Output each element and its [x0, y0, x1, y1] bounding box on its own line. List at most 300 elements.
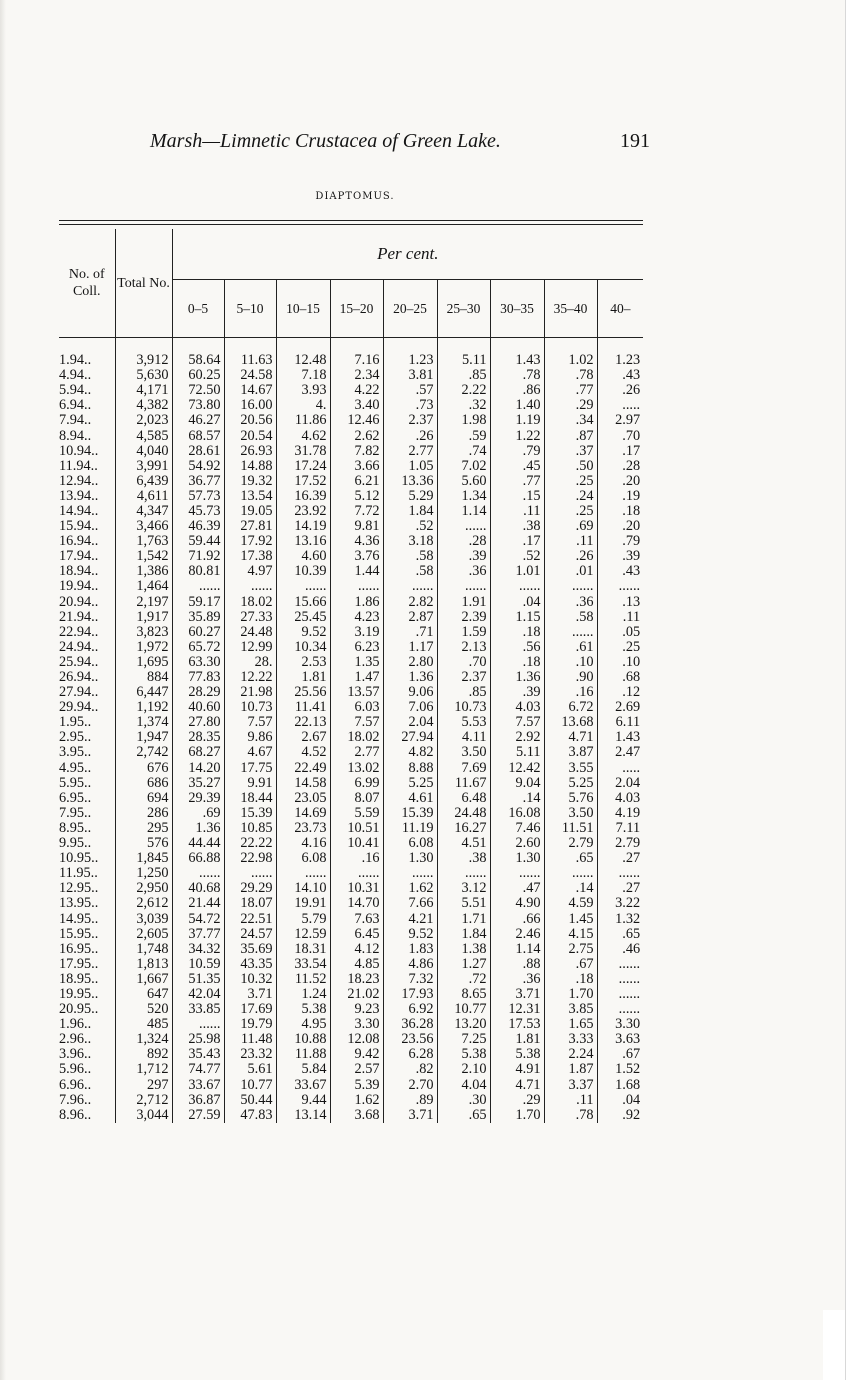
table-row	[59, 504, 643, 519]
percent-cell: 19.05	[224, 504, 276, 519]
percent-cell: 4.85	[330, 957, 383, 972]
total-count-cell: 5,630	[115, 368, 172, 383]
no-of-coll-header: No. of Coll.	[59, 229, 115, 338]
percent-cell: 18.44	[224, 791, 276, 806]
percent-cell: 1.24	[276, 987, 330, 1002]
percent-cell: .04	[622, 1092, 641, 1108]
percent-cell: 3.66	[330, 459, 383, 474]
percent-cell: .14	[490, 791, 544, 806]
percent-cell: .65	[437, 1108, 490, 1123]
percent-cell: 2.13	[437, 640, 490, 655]
percent-cell: 7.32	[383, 972, 437, 987]
percent-cell: 1.30	[490, 851, 544, 866]
percent-cell: 3.76	[330, 549, 383, 564]
table-row	[59, 685, 643, 700]
percent-cell: 1.91	[437, 595, 490, 610]
percent-cell: 11.19	[383, 821, 437, 836]
page-corner-tear	[823, 1310, 845, 1380]
collection-date-cell: 7.94..	[59, 413, 115, 428]
percent-cell: 6.45	[330, 927, 383, 942]
percent-cell: 1.43	[615, 730, 641, 746]
percent-cell: .37	[544, 444, 597, 459]
percent-cell: 10.73	[224, 700, 276, 715]
percent-cell: .58	[544, 610, 597, 625]
percent-cell: 1.45	[544, 911, 597, 926]
percent-cell: .16	[330, 851, 383, 866]
table-row	[59, 353, 643, 368]
range-header: 0–5	[172, 280, 224, 338]
percent-cell: 33.67	[172, 1078, 224, 1093]
percent-cell: 9.44	[276, 1093, 330, 1108]
table-row	[59, 413, 643, 428]
percent-cell: ......	[618, 866, 641, 882]
percent-cell: ......	[330, 579, 383, 594]
total-count-cell: 286	[115, 806, 172, 821]
collection-date-cell: 1.94..	[59, 353, 115, 368]
table-row	[59, 625, 643, 640]
percent-cell: 57.73	[172, 489, 224, 504]
percent-cell: ......	[330, 866, 383, 881]
percent-cell: 7.06	[383, 700, 437, 715]
percent-cell: 9.81	[330, 519, 383, 534]
percent-cell: 1.01	[490, 564, 544, 579]
percent-cell: 9.52	[383, 927, 437, 942]
percent-cell: .29	[544, 398, 597, 413]
table-row	[59, 791, 643, 806]
percent-cell: 10.34	[276, 640, 330, 655]
percent-cell: .36	[490, 972, 544, 987]
percent-cell: .....	[622, 398, 641, 414]
collection-date-cell: 17.94..	[59, 549, 115, 564]
percent-cell: ......	[437, 519, 490, 534]
percent-cell: 9.86	[224, 730, 276, 745]
percent-cell: 2.62	[330, 428, 383, 443]
percent-cell: ......	[544, 866, 597, 881]
total-count-cell: 2,742	[115, 745, 172, 760]
percent-cell: .14	[544, 881, 597, 896]
total-count-cell: 2,612	[115, 896, 172, 911]
percent-cell: 1.81	[276, 670, 330, 685]
total-count-cell: 892	[115, 1047, 172, 1062]
percent-cell: 15.39	[224, 806, 276, 821]
collection-date-cell: 19.95..	[59, 987, 115, 1002]
percent-cell: 11.67	[437, 776, 490, 791]
percent-cell: 36.28	[383, 1017, 437, 1032]
collection-date-cell: 20.94..	[59, 595, 115, 610]
percent-cell: .65	[622, 926, 641, 942]
collection-date-cell: 24.94..	[59, 640, 115, 655]
table-row	[59, 730, 643, 745]
percent-cell: .18	[490, 655, 544, 670]
percent-cell: 2.60	[490, 836, 544, 851]
table-row	[59, 459, 643, 474]
percent-cell: 4.97	[224, 564, 276, 579]
table-row	[59, 444, 643, 459]
percent-cell: .47	[490, 881, 544, 896]
percent-cell: 36.87	[172, 1093, 224, 1108]
percent-cell: 1.23	[383, 353, 437, 368]
range-header: 10–15	[276, 280, 330, 338]
percent-cell: 4.22	[330, 383, 383, 398]
percent-cell: 21.02	[330, 987, 383, 1002]
percent-cell: 6.23	[330, 640, 383, 655]
percent-cell: .45	[490, 459, 544, 474]
percent-cell: 13.36	[383, 474, 437, 489]
percent-cell: .38	[437, 851, 490, 866]
table-row	[59, 549, 643, 564]
total-count-cell: 686	[115, 776, 172, 791]
percent-cell: 9.06	[383, 685, 437, 700]
percent-cell: 1.52	[615, 1062, 641, 1078]
percent-cell: .18	[490, 625, 544, 640]
percent-cell: 4.12	[330, 942, 383, 957]
percent-cell: 6.28	[383, 1047, 437, 1062]
percent-cell: 1.35	[330, 655, 383, 670]
percent-cell: .65	[544, 851, 597, 866]
total-count-cell: 4,171	[115, 383, 172, 398]
percent-cell: 6.99	[330, 776, 383, 791]
percent-cell: 33.67	[276, 1078, 330, 1093]
percent-cell: ......	[490, 866, 544, 881]
percent-cell: .86	[490, 383, 544, 398]
percent-cell: .58	[383, 549, 437, 564]
percent-cell: 3.63	[615, 1032, 641, 1048]
collection-date-cell: 2.96..	[59, 1032, 115, 1047]
percent-cell: 24.48	[224, 625, 276, 640]
percent-cell: 4.36	[330, 534, 383, 549]
percent-cell: 6.21	[330, 474, 383, 489]
percent-cell: 17.75	[224, 761, 276, 776]
percent-cell: 22.98	[224, 851, 276, 866]
percent-cell: .85	[437, 368, 490, 383]
percent-cell: 11.63	[224, 353, 276, 368]
percent-cell: 7.66	[383, 896, 437, 911]
percent-cell: .20	[622, 473, 641, 489]
collection-date-cell: 20.95..	[59, 1002, 115, 1017]
collection-date-cell: 11.95..	[59, 866, 115, 881]
percent-cell: 31.78	[276, 444, 330, 459]
collection-date-cell: 21.94..	[59, 610, 115, 625]
percent-cell: 27.81	[224, 519, 276, 534]
percent-cell: 2.37	[383, 413, 437, 428]
table-row	[59, 911, 643, 926]
percent-cell: 77.83	[172, 670, 224, 685]
percent-cell: 14.70	[330, 896, 383, 911]
total-count-cell: 1,813	[115, 957, 172, 972]
percent-cell: 1.59	[437, 625, 490, 640]
per-cent-header: Per cent.	[172, 229, 643, 280]
collection-date-cell: 9.95..	[59, 836, 115, 851]
collection-date-cell: 18.95..	[59, 972, 115, 987]
page-number: 191	[620, 130, 650, 152]
table-row	[59, 428, 643, 443]
percent-cell: .10	[544, 655, 597, 670]
percent-cell: 66.88	[172, 851, 224, 866]
percent-cell: 14.67	[224, 383, 276, 398]
percent-cell: ......	[276, 579, 330, 594]
percent-cell: 5.38	[276, 1002, 330, 1017]
percent-cell: 1.83	[383, 942, 437, 957]
percent-cell: 34.32	[172, 942, 224, 957]
total-count-cell: 3,991	[115, 459, 172, 474]
percent-cell: 5.38	[490, 1047, 544, 1062]
percent-cell: ......	[618, 971, 641, 987]
table-row	[59, 595, 643, 610]
percent-cell: 10.77	[224, 1078, 276, 1093]
percent-cell: 3.50	[544, 806, 597, 821]
percent-cell: 33.85	[172, 1002, 224, 1017]
percent-cell: 23.32	[224, 1047, 276, 1062]
percent-cell: 23.05	[276, 791, 330, 806]
total-count-cell: 295	[115, 821, 172, 836]
collection-date-cell: 8.95..	[59, 821, 115, 836]
table-row	[59, 700, 643, 715]
percent-cell: ......	[544, 625, 597, 640]
percent-cell: 7.46	[490, 821, 544, 836]
total-count-cell: 694	[115, 791, 172, 806]
table-row	[59, 640, 643, 655]
total-count-cell: 4,040	[115, 444, 172, 459]
percent-cell: 2.04	[615, 775, 641, 791]
running-title: Marsh—Limnetic Crustacea of Green Lake.	[150, 130, 501, 152]
percent-cell: 22.49	[276, 761, 330, 776]
table-row	[59, 776, 643, 791]
percent-cell: .28	[437, 534, 490, 549]
collection-date-cell: 14.95..	[59, 911, 115, 926]
percent-cell: 5.11	[437, 353, 490, 368]
percent-cell: 5.25	[383, 776, 437, 791]
collection-date-cell: 2.95..	[59, 730, 115, 745]
percent-cell: 29.39	[172, 791, 224, 806]
table-row	[59, 866, 643, 881]
percent-cell: 65.72	[172, 640, 224, 655]
percent-cell: .52	[383, 519, 437, 534]
percent-cell: 12.42	[490, 761, 544, 776]
percent-cell: 35.89	[172, 610, 224, 625]
percent-cell: 10.51	[330, 821, 383, 836]
percent-cell: 4.61	[383, 791, 437, 806]
percent-cell: 2.37	[437, 670, 490, 685]
percent-cell: .19	[622, 488, 641, 504]
page-fold-shadow	[0, 0, 6, 1380]
percent-cell: 14.69	[276, 806, 330, 821]
percent-cell: 3.81	[383, 368, 437, 383]
percent-cell: .25	[622, 639, 641, 655]
table-row	[59, 564, 643, 579]
percent-cell: .82	[383, 1062, 437, 1077]
percent-cell: 22.13	[276, 715, 330, 730]
collection-date-cell: 10.94..	[59, 444, 115, 459]
total-count-cell: 3,466	[115, 519, 172, 534]
percent-cell: 6.03	[330, 700, 383, 715]
percent-cell: 18.31	[276, 942, 330, 957]
collection-date-cell: 27.94..	[59, 685, 115, 700]
percent-cell: 4.21	[383, 911, 437, 926]
collection-date-cell: 29.94..	[59, 700, 115, 715]
collection-date-cell: 8.96..	[59, 1108, 115, 1123]
collection-date-cell: 15.94..	[59, 519, 115, 534]
percent-cell: 1.36	[490, 670, 544, 685]
percent-cell: 10.39	[276, 564, 330, 579]
percent-cell: 40.68	[172, 881, 224, 896]
percent-cell: 72.50	[172, 383, 224, 398]
table-row	[59, 836, 643, 851]
total-count-cell: 1,947	[115, 730, 172, 745]
percent-cell: .71	[383, 625, 437, 640]
percent-cell: .78	[544, 368, 597, 383]
percent-cell: .87	[544, 428, 597, 443]
percent-cell: 18.02	[224, 595, 276, 610]
percent-cell: 27.80	[172, 715, 224, 730]
percent-cell: 1.98	[437, 413, 490, 428]
percent-cell: 3.30	[615, 1017, 641, 1033]
table-row	[59, 1108, 643, 1123]
percent-cell: ......	[618, 956, 641, 972]
total-count-cell: 1,464	[115, 579, 172, 594]
percent-cell: 73.80	[172, 398, 224, 413]
range-header: 35–40	[544, 280, 597, 338]
percent-cell: 60.25	[172, 368, 224, 383]
percent-cell: 10.85	[224, 821, 276, 836]
percent-cell: 46.39	[172, 519, 224, 534]
total-count-cell: 3,039	[115, 911, 172, 926]
percent-cell: 27.33	[224, 610, 276, 625]
collection-date-cell: 19.94..	[59, 579, 115, 594]
percent-cell: 7.72	[330, 504, 383, 519]
table-row	[59, 761, 643, 776]
percent-cell: 3.18	[383, 534, 437, 549]
collection-date-cell: 18.94..	[59, 564, 115, 579]
table-row	[59, 896, 643, 911]
percent-cell: 2.57	[330, 1062, 383, 1077]
percent-cell: .43	[622, 564, 641, 580]
total-count-cell: 1,324	[115, 1032, 172, 1047]
percent-cell: 1.14	[490, 942, 544, 957]
percent-cell: 11.51	[544, 821, 597, 836]
table-row	[59, 489, 643, 504]
percent-cell: .....	[622, 760, 641, 776]
percent-cell: 7.69	[437, 761, 490, 776]
percent-cell: 35.43	[172, 1047, 224, 1062]
percent-cell: .70	[622, 428, 641, 444]
percent-cell: 3.50	[437, 745, 490, 760]
percent-cell: 3.87	[544, 745, 597, 760]
percent-cell: 1.84	[383, 504, 437, 519]
table-row	[59, 821, 643, 836]
total-count-cell: 1,763	[115, 534, 172, 549]
percent-cell: 3.68	[330, 1108, 383, 1123]
total-count-cell: 1,250	[115, 866, 172, 881]
percent-cell: 54.92	[172, 459, 224, 474]
percent-cell: .70	[437, 655, 490, 670]
percent-cell: 2.24	[544, 1047, 597, 1062]
percent-cell: .66	[490, 911, 544, 926]
percent-cell: 27.94	[383, 730, 437, 745]
collection-date-cell: 25.94..	[59, 655, 115, 670]
percent-cell: 5.11	[490, 745, 544, 760]
percent-cell: 5.12	[330, 489, 383, 504]
total-count-cell: 884	[115, 670, 172, 685]
percent-cell: 12.08	[330, 1032, 383, 1047]
table-row	[59, 474, 643, 489]
collection-date-cell: 5.96..	[59, 1062, 115, 1077]
percent-cell: 9.23	[330, 1002, 383, 1017]
table-row	[59, 368, 643, 383]
percent-cell: 19.91	[276, 896, 330, 911]
percent-cell: 10.31	[330, 881, 383, 896]
percent-cell: 1.62	[330, 1093, 383, 1108]
percent-cell: ......	[618, 986, 641, 1002]
percent-cell: 6.92	[383, 1002, 437, 1017]
percent-cell: 18.02	[330, 730, 383, 745]
percent-cell: 9.42	[330, 1047, 383, 1062]
collection-date-cell: 26.94..	[59, 670, 115, 685]
percent-cell: 16.39	[276, 489, 330, 504]
percent-cell: ......	[224, 579, 276, 594]
table-row	[59, 987, 643, 1002]
percent-cell: ......	[437, 866, 490, 881]
percent-cell: 4.59	[544, 896, 597, 911]
collection-date-cell: 1.95..	[59, 715, 115, 730]
percent-cell: .50	[544, 459, 597, 474]
percent-cell: 5.53	[437, 715, 490, 730]
percent-cell: 40.60	[172, 700, 224, 715]
percent-cell: .67	[544, 957, 597, 972]
percent-cell: .18	[544, 972, 597, 987]
percent-cell: .59	[437, 428, 490, 443]
total-count-cell: 676	[115, 761, 172, 776]
range-header: 5–10	[224, 280, 276, 338]
percent-cell: 16.08	[490, 806, 544, 821]
percent-cell: .36	[544, 595, 597, 610]
table-row	[59, 519, 643, 534]
percent-cell: 47.83	[224, 1108, 276, 1123]
percent-cell: 63.30	[172, 655, 224, 670]
percent-cell: 7.57	[330, 715, 383, 730]
total-count-cell: 3,912	[115, 353, 172, 368]
percent-cell: 5.59	[330, 806, 383, 821]
percent-cell: 13.20	[437, 1017, 490, 1032]
percent-cell: 8.07	[330, 791, 383, 806]
percent-cell: 68.27	[172, 745, 224, 760]
percent-cell: 4.82	[383, 745, 437, 760]
percent-cell: 19.32	[224, 474, 276, 489]
percent-cell: .11	[544, 1093, 597, 1108]
collection-date-cell: 4.94..	[59, 368, 115, 383]
percent-cell: 4.03	[615, 790, 641, 806]
percent-cell: .58	[383, 564, 437, 579]
percent-cell: 21.44	[172, 896, 224, 911]
percent-cell: 10.77	[437, 1002, 490, 1017]
range-header: 15–20	[330, 280, 383, 338]
percent-cell: ......	[276, 866, 330, 881]
percent-cell: 1.38	[437, 942, 490, 957]
percent-cell: 1.65	[544, 1017, 597, 1032]
percent-cell: 2.75	[544, 942, 597, 957]
percent-cell: 2.22	[437, 383, 490, 398]
percent-cell: 25.98	[172, 1032, 224, 1047]
percent-cell: 16.00	[224, 398, 276, 413]
percent-cell: 51.35	[172, 972, 224, 987]
total-count-cell: 2,950	[115, 881, 172, 896]
percent-cell: 17.53	[490, 1017, 544, 1032]
percent-cell: .10	[622, 654, 641, 670]
total-count-cell: 1,748	[115, 942, 172, 957]
total-count-cell: 576	[115, 836, 172, 851]
percent-cell: .27	[622, 881, 641, 897]
percent-cell: .52	[490, 549, 544, 564]
table-row	[59, 881, 643, 896]
